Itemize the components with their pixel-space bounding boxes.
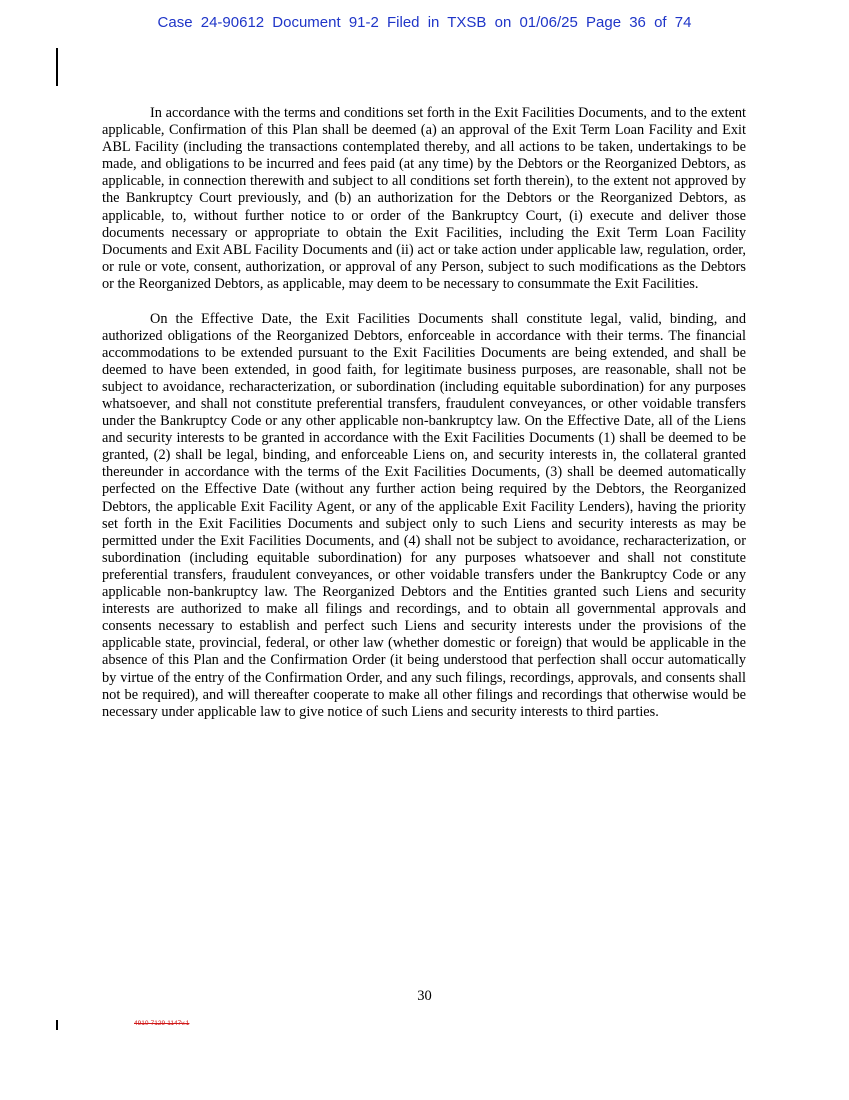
- change-bar-top: [56, 48, 58, 86]
- page-number: 30: [417, 988, 432, 1004]
- paragraph-exit-facilities-approval: In accordance with the terms and conditions set forth in the Exit Facilities Documents, and to the extent applicable, Confirmation of this Plan shall be deemed (a) an approval of the Exit Term Loan Facility and Exit ABL Facility (including the transactions contemplated thereby, and all actions to be taken, undertakings to be made, and obligations to be incurred and fees paid (at any time) by the Debtors or the Reorganized Debtors, as applicable, in connection therewith and subject to all conditions set forth therein), to the extent not approved by the Bankruptcy Court previously, and (b) an authorization for the Debtors or the Reorganized Debtors, as applicable, to, without further notice to or order of the Bankruptcy Court, (i) execute and deliver those documents necessary or appropriate to obtain the Exit Facilities, including the Exit Term Loan Facility Documents and Exit ABL Facility Documents and (ii) act or take action under applicable law, regulation, order, or rule or vote, consent, authorization, or approval of any Person, subject to such modifications as the Debtors or the Reorganized Debtors, as applicable, may deem to be necessary to consummate the Exit Facilities.: [102, 105, 746, 292]
- court-filing-header: Case 24-90612 Document 91-2 Filed in TXSB on 01/06/25 Page 36 of 74: [157, 14, 692, 31]
- document-id: 4910-7129-1147v.1: [134, 1020, 190, 1027]
- change-bar-bottom: [56, 1020, 58, 1030]
- paragraph-exit-facilities-obligations: On the Effective Date, the Exit Facilities Documents shall constitute legal, valid, binding, and authorized obligations of the Reorganized Debtors, enforceable in accordance with their terms. The financial accommodations to be extended pursuant to the Exit Facilities Documents are being extended, and shall be deemed to have been extended, in good faith, for legitimate business purposes, are reasonable, shall not be subject to avoidance, recharacterization, or subordination (including equitable subordination) for any purposes whatsoever, and shall not constitute preferential transfers, fraudulent conveyances, or other voidable transfers under the Bankruptcy Code or any other applicable non-bankruptcy law. On the Effective Date, all of the Liens and security interests to be granted in accordance with the Exit Facilities Documents (1) shall be deemed to be granted, (2) shall be legal, binding, and enforceable Liens on, and security interests in, the collateral granted thereunder in accordance with the terms of the Exit Facilities Documents, (3) shall be deemed automatically perfected on the Effective Date (without any further action being required by the Debtors, the Reorganized Debtors, the applicable Exit Facility Agent, or any of the applicable Exit Facility Lenders), having the priority set forth in the Exit Facilities Documents and subject only to such Liens and security interests as may be permitted under the Exit Facilities Documents, and (4) shall not be subject to avoidance, recharacterization, or subordination (including equitable subordination) for any purposes whatsoever and shall not constitute preferential transfers, fraudulent conveyances, or other voidable transfers under the Bankruptcy Code or any applicable non-bankruptcy law. The Reorganized Debtors and the Entities granted such Liens and security interests are authorized to make all filings and recordings, and to obtain all governmental approvals and consents necessary to establish and perfect such Liens and security interests under the provisions of the applicable state, provincial, federal, or other law (whether domestic or foreign) that would be applicable in the absence of this Plan and the Confirmation Order (it being understood that perfection shall occur automatically by virtue of the entry of the Confirmation Order, and any such filings, recordings, approvals, and consents shall not be required), and will thereafter cooperate to make all other filings and recordings that otherwise would be necessary under applicable law to give notice of such Liens and security interests to third parties.: [102, 310, 746, 720]
- document-body: [102, 105, 746, 738]
